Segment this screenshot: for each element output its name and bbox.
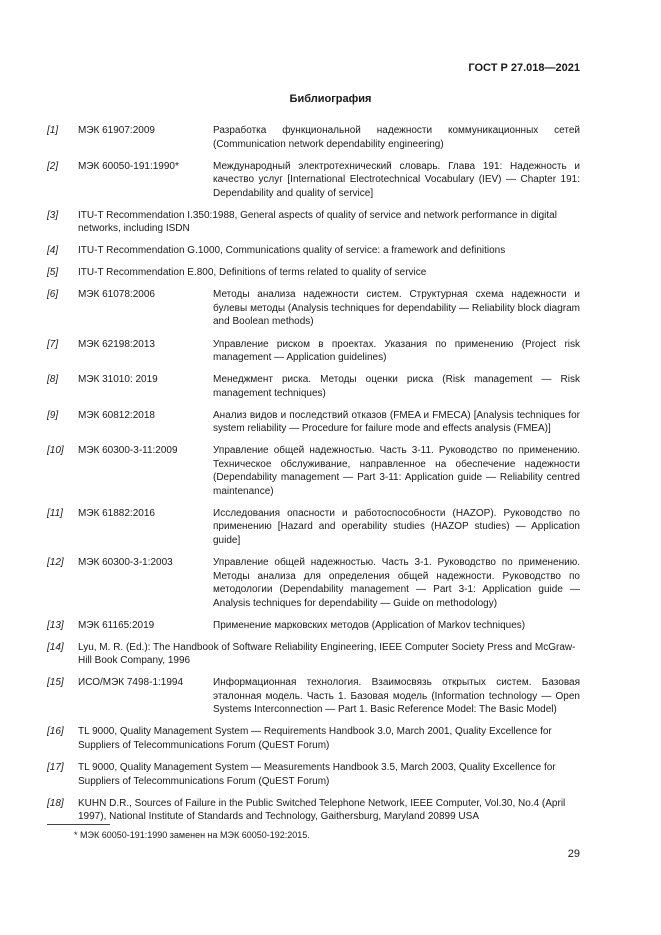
bibliography-entry: [47, 761, 580, 788]
entry-title: Управление общей надежностью. Часть 3-1. Руководство по применению. Методы анализа для определения общей надежности. Руководство по методологии (Dependability management — Part 3-1: Application guide — Analysis techniques for dependability — Guide on methodology): [213, 557, 580, 609]
footnote: * МЭК 60050-191:1990 заменен на МЭК 60050-192:2015.: [74, 830, 310, 840]
entry-standard-code: МЭК 61882:2016: [78, 507, 155, 519]
entry-citation: KUHN D.R., Sources of Failure in the Public Switched Telephone Network, IEEE Computer, Vol.30, No.4 (April 1997), National Institute of Standards and Technology, Gaithersburg, Maryland 20899 USA: [78, 797, 566, 823]
entry-number: [7]: [47, 338, 59, 350]
entry-standard-code: МЭК 60050-191:1990*: [78, 160, 179, 172]
bibliography-entry: [47, 444, 580, 498]
entry-number: [5]: [47, 267, 59, 279]
entry-title: Применение марковских методов (Application of Markov techniques): [213, 619, 526, 631]
entry-citation: ITU-T Recommendation G.1000, Communications quality of service: a framework and definitions: [78, 245, 506, 257]
entry-number: [3]: [47, 209, 59, 221]
entry-number: [15]: [47, 677, 64, 689]
entry-standard-code: МЭК 62198:2013: [78, 338, 155, 350]
bibliography-entry: [47, 507, 580, 548]
entry-number: [14]: [47, 641, 64, 653]
bibliography-entry: [47, 797, 580, 824]
entry-citation: Lyu, M. R. (Ed.): The Handbook of Software Reliability Engineering, IEEE Computer Society Press and McGraw-Hill Book Company, 1996: [78, 641, 576, 667]
entry-citation: ITU-T Recommendation I.350:1988, General aspects of quality of service and network performance in digital networks, including ISDN: [78, 209, 557, 235]
bibliography-entry: [47, 409, 580, 436]
entry-number: [17]: [47, 762, 64, 773]
entry-number: [4]: [47, 245, 59, 257]
bibliography-entry: [47, 124, 580, 151]
entry-number: [12]: [47, 557, 64, 569]
entry-standard-code: МЭК 60300-3-1:2003: [78, 557, 173, 569]
entry-standard-code: МЭК 31010: 2019: [78, 374, 158, 386]
entry-number: [1]: [47, 125, 59, 136]
entry-title: Международный электротехнический словарь. Глава 191: Надежность и качество услуг [International Electrotechnical Vocabulary (IEV) — Chapter 191: Dependability and quality of service]: [213, 160, 580, 199]
entry-standard-code: МЭК 60300-3-11:2009: [78, 445, 178, 457]
bibliography-entry: [47, 725, 580, 752]
page-title: Библиография: [289, 93, 372, 105]
bibliography-entry: [47, 209, 580, 236]
bibliography-entry: [47, 266, 580, 280]
entry-title: Информационная технология. Взаимосвязь открытых систем. Базовая эталонная модель. Часть 1. Базовая модель (Information technology — Open Systems Interconnection — Part 1. Basic Reference Model: The Basic Model): [213, 677, 580, 716]
entry-number: [2]: [47, 160, 59, 172]
page-number: 29: [567, 848, 580, 860]
entry-title: Методы анализа надежности систем. Структурная схема надежности и булевы методы (Analysis techniques for dependability — Reliability block diagram and Boolean methods): [213, 289, 580, 328]
bibliography-entry: [47, 373, 580, 400]
entry-standard-code: МЭК 61165:2019: [78, 619, 155, 631]
entry-title: Разработка функциональной надежности коммуникационных сетей (Communication network dependability engineering): [213, 125, 580, 150]
entry-standard-code: МЭК 60812:2018: [78, 409, 155, 421]
entry-number: [10]: [47, 445, 64, 457]
entry-number: [6]: [47, 289, 59, 301]
entry-citation: TL 9000, Quality Management System — Measurements Handbook 3.5, March 2003, Quality Excellence for Suppliers of Telecommunications Forum (QuEST Forum): [78, 762, 556, 787]
document-code: ГОСТ Р 27.018—2021: [468, 62, 580, 74]
entry-citation: ITU-T Recommendation E.800, Definitions of terms related to quality of service: [78, 267, 427, 279]
entry-title: Анализ видов и последствий отказов (FMEA и FMECA) [Analysis techniques for system reliability — Procedure for failure mode and effects analysis (FMEA)]: [213, 409, 580, 435]
bibliography-list: [47, 124, 580, 832]
entry-number: [9]: [47, 409, 59, 421]
entry-title: Менеджмент риска. Методы оценки риска (Risk management — Risk management techniques): [213, 374, 580, 399]
entry-number: [13]: [47, 619, 64, 631]
entry-title: Управление риском в проектах. Указания по применению (Project risk management — Application guidelines): [213, 338, 580, 364]
bibliography-entry: [47, 641, 580, 668]
entry-standard-code: ИСО/МЭК 7498-1:1994: [78, 677, 184, 689]
footnote-divider: [47, 824, 110, 825]
entry-number: [18]: [47, 797, 64, 809]
entry-standard-code: МЭК 61907:2009: [78, 125, 155, 136]
entry-number: [8]: [47, 374, 59, 386]
entry-number: [11]: [47, 507, 63, 519]
entry-title: Исследования опасности и работоспособности (HAZOP). Руководство по применению [Hazard and operability studies (HAZOP studies) — Application guide]: [213, 507, 580, 546]
bibliography-entry: [47, 160, 580, 201]
bibliography-entry: [47, 619, 580, 633]
bibliography-entry: [47, 556, 580, 610]
bibliography-entry: [47, 244, 580, 258]
entry-title: Управление общей надежностью. Часть 3-11. Руководство по применению. Техническое обслуживание, направленное на обеспечение надежности (Dependability management — Part 3-11: Application guide — Reliability centred maintenance): [213, 445, 580, 497]
entry-standard-code: МЭК 61078:2006: [78, 289, 155, 301]
entry-number: [16]: [47, 726, 64, 738]
bibliography-entry: [47, 676, 580, 717]
bibliography-entry: [47, 338, 580, 365]
bibliography-entry: [47, 288, 580, 329]
entry-citation: TL 9000, Quality Management System — Requirements Handbook 3.0, March 2001, Quality Excellence for Suppliers of Telecommunications Forum (QuEST Forum): [78, 726, 552, 751]
